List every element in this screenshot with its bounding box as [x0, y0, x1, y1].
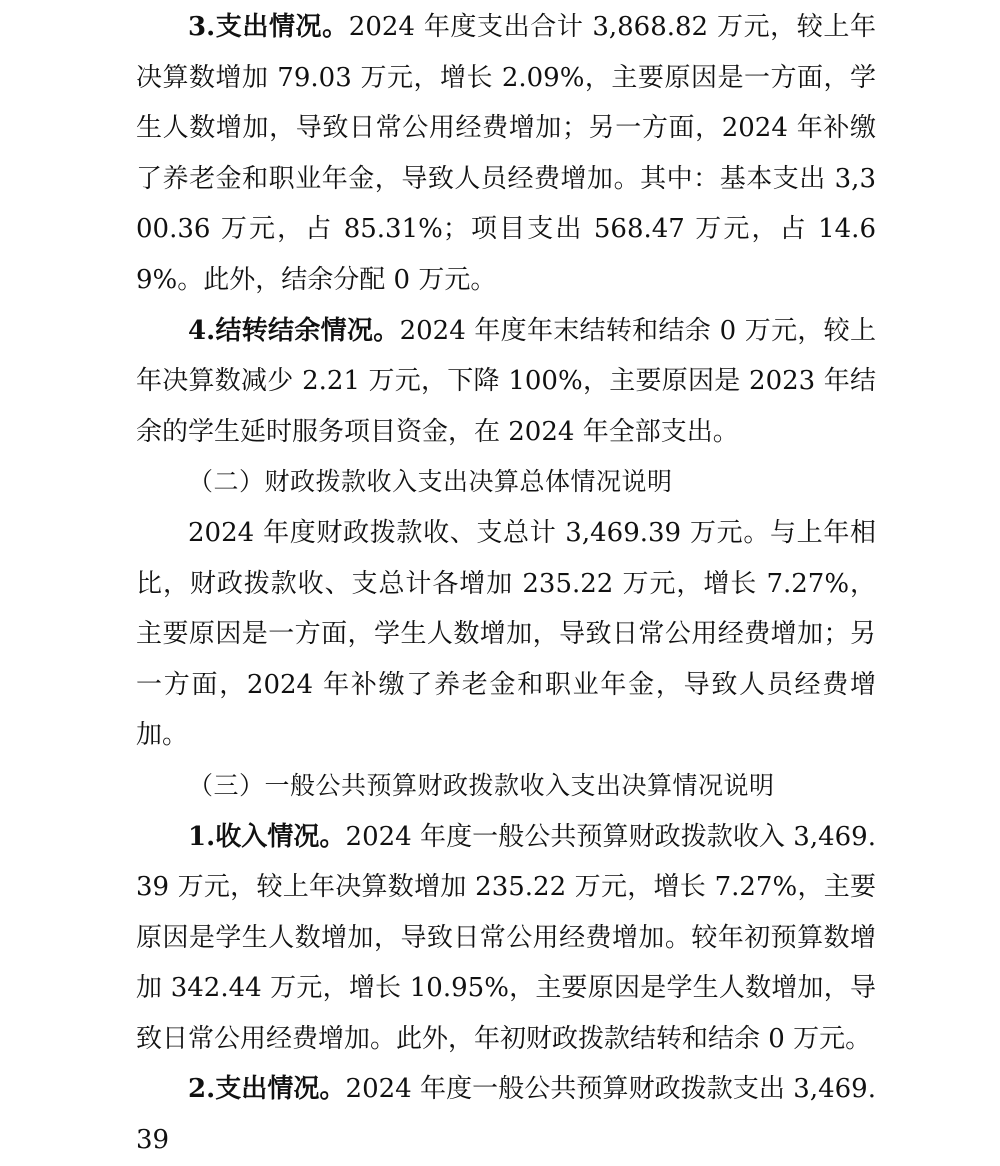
paragraph-income — [136, 812, 876, 1065]
paragraph-text: 2024 年度一般公共预算财政拨款收入 3,469.39 万元，较上年决算数增加 235.22 万元，增长 7.27%，主要原因是学生人数增加，导致日常公用经费增加。较年初预算数增加 342.44 万元，增长 10.95%，主要原因是学生人数增加，导致日常公用经费增加。此外，年初财政拨款结转和结余 0 万元。 — [136, 821, 876, 1054]
paragraph-lead: 3.支出情况。 — [188, 12, 349, 42]
paragraph-lead: 4.结转结余情况。 — [188, 315, 400, 346]
paragraph-text: 2024 年度支出合计 3,868.82 万元，较上年决算数增加 79.03 万元，增长 2.09%，主要原因是一方面，学生人数增加，导致日常公用经费增加；另一方面，2024 年补缴了养老金和职业年金，导致人员经费增加。其中：基本支出 3,300.36 万元，占 85.31%；项目支出 568.47 万元，占 14.69%。此外，结余分配 0 万元。 — [136, 12, 876, 295]
paragraph-text: 2024 年度一般公共预算财政拨款支出 3,469.39 — [136, 1074, 876, 1156]
paragraph-text: 2024 年度年末结转和结余 0 万元，较上年决算数减少 2.21 万元，下降 100%，主要原因是 2023 年结余的学生延时服务项目资金，在 2024 年全部支出。 — [136, 315, 876, 447]
section-heading-fiscal-overall: （二）财政拨款收入支出决算总体情况说明 — [188, 467, 673, 497]
paragraph-lead: 2.支出情况。 — [188, 1074, 346, 1105]
paragraph-expenditure — [136, 2, 876, 306]
paragraph-fiscal-overall: 2024 年度财政拨款收、支总计 3,469.39 万元。与上年相比，财政拨款收、支总计各增加 235.22 万元，增长 7.27%，主要原因是一方面，学生人数增加，导致日常公用经费增加；另一方面，2024 年补缴了养老金和职业年金，导致人员经费增加。 — [136, 517, 876, 751]
paragraph-general-expenditure — [136, 1064, 876, 1165]
paragraph-lead: 1.收入情况。 — [188, 821, 346, 852]
paragraph-carryover — [136, 306, 876, 458]
section-heading-general-budget: （三）一般公共预算财政拨款收入支出决算情况说明 — [188, 770, 775, 800]
document-body — [136, 2, 876, 1166]
